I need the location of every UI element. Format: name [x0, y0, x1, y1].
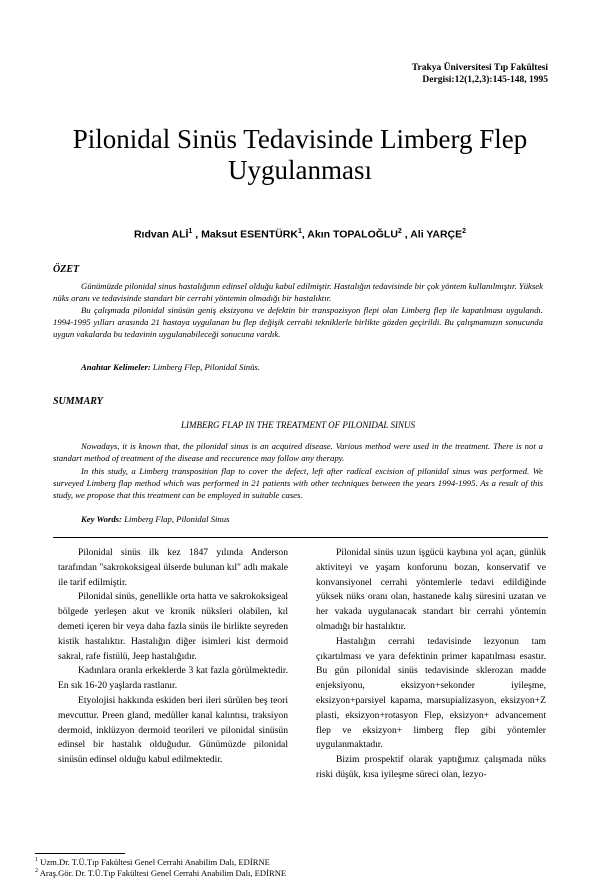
- title-line-2: Uygulanması: [228, 155, 372, 185]
- ozet-paragraph-1-text: Günümüzde pilonidal sinus hastalığının edinsel olduğu kabul edilmiştir. Hastalığın tedavisinde bir çok yöntem kullanılmıştır. Yüksek nüks oranı ve tedavisinde standart bir cerrahi yöntemin olmadığı bir hastalıktır.: [53, 281, 543, 303]
- ozet-keywords: [53, 362, 543, 374]
- author-name: Ali YARÇE: [410, 228, 463, 241]
- footnote-1-mark: 1: [35, 857, 38, 863]
- summary-paragraph-2-lead: In this study,: [81, 466, 128, 476]
- body-paragraph: Pilonidal sinüs ilk kez 1847 yılında Anderson tarafından "sakrokoksigeal ülserde bulunan kıl" adlı makale ile tarif edilmiştir.: [58, 547, 288, 588]
- ozet-heading: ÖZET: [53, 264, 80, 275]
- ozet-paragraph-2-lead: Bu çalışmada: [81, 305, 130, 315]
- journal-volume: Dergisi:12(1,2,3):145-148, 1995: [422, 75, 548, 85]
- author-affiliation-mark: 2: [397, 228, 402, 235]
- author-affiliation-mark: 1: [297, 228, 302, 235]
- footnote-1-text: Uzm.Dr. T.Ü.Tıp Fakültesi Genel Cerrahi Anabilim Dalı, EDİRNE: [40, 856, 270, 867]
- ozet-paragraph-2-text: pilonidal sinüsün geniş eksizyonu ve defektin bir transpozisyon flepi olan Limberg flep ile kapatılması uygulandı. 1994-1995 yılları arasında 21 hastaya uygulanan bu flep değişik cerrahi tekniklerle birlikte gözden geçirildi. Bu çalışmamızın sonucunda uygun vakalarda bu tedavinin uygulanabileceği sonucuna vardık.: [53, 305, 543, 339]
- summary-heading: SUMMARY: [53, 396, 103, 407]
- body-paragraph: Bizim prospektif olarak yaptığımız çalışmada nüks riski düşük, kısa iyileşme süreci olan, lezyo-: [316, 754, 546, 780]
- ozet-paragraph-2: [53, 305, 543, 340]
- title-line-1: Pilonidal Sinüs Tedavisinde Limberg Flep: [72, 124, 528, 154]
- author-name: Akın TOPALOĞLU: [307, 228, 398, 241]
- body-paragraph: Pilonidal sinüs uzun işgücü kaybına yol açan, günlük aktiviteyi ve yaşam konforunu bozan, konservatif ve konvansiyonel cerrahi yöntemlerle tedavi edildiğinde yüksek nüks oranı olan, hastanede kalış süresini uzatan ve her vakada uygulanacak standart bir cerrahi yöntemin olmadığı bir hastalıktır.: [316, 547, 546, 632]
- summary-keywords: [53, 514, 543, 526]
- journal-citation: [412, 62, 548, 86]
- summary-keywords-text: Limberg Flap, Pilonidal Sinus: [121, 514, 230, 524]
- body-paragraph: Hastalığın cerrahi tedavisinde lezyonun tam çıkartılması ve yara defektinin primer kapatılması esastır. Bu gün pilonidal sinüs tedavisinde sklerozan madde enjeksiyonu, eksizyon+sekonder iyileşme, eksizyon+parsiyel kapama, marsupializasyon, eksizyon+Z plasti, eksizyon+rotasyon Flep, eksizyon+ advancement flep ve eksizyon+ limberg flep gibi yöntemler uygulanmaktadır.: [316, 635, 546, 751]
- footnote-2-text: Araş.Gör. Dr. T.Ü.Tıp Fakültesi Genel Cerrahi Anabilim Dalı, EDİRNE: [39, 867, 287, 878]
- summary-paragraph-1-text: it is known that, the pilonidal sinus is an acquired disease. Various method were used in the treatment. There is not a standart method of treatment of the disease and reccurence may follow any therapy.: [53, 441, 543, 463]
- summary-paragraph-1-lead: Nowadays,: [81, 441, 120, 451]
- author-name: Maksut ESENTÜRK: [201, 228, 298, 241]
- ozet-paragraph-1: [53, 281, 543, 305]
- body-paragraph: Pilonidal sinüs, genellikle orta hatta ve sakrokoksigeal bölgede yerleşen akut ve kronik nüksleri olabilen, kıl demeti içeren bir veya daha fazla sinüs ile birlikte seyreden kistik hastalıktır. Hastalığın diğer isimleri kist dermoid sakral, rafe fistülü, Jeep hastalığıdır.: [58, 591, 288, 662]
- ozet-keywords-text: Limberg Flep, Pilonidal Sinüs.: [150, 362, 260, 372]
- summary-paragraph-1: [53, 441, 543, 465]
- ozet-keywords-label: Anahtar Kelimeler:: [81, 362, 151, 372]
- body-paragraph: Etyolojisi hakkında eskiden beri ileri sürülen beş teori mevcuttur. Preen gland, medüller kanal kalıntısı, traksiyon dermoid, inklüzyon dermoid teorileri ve pilonidal sinüsün edinsel bir hastalık olduğudur. Günümüzde pilonidal sinüsün edinsel olduğu kabul edilmektedir.: [58, 694, 288, 766]
- body-column-left: [58, 546, 288, 768]
- journal-name: Trakya Üniversitesi Tıp Fakültesi: [411, 63, 548, 73]
- author-affiliation-mark: 1: [188, 228, 193, 235]
- summary-subtitle: LIMBERG FLAP IN THE TREATMENT OF PILONIDAL SINUS: [181, 420, 415, 430]
- section-divider: [53, 537, 548, 538]
- footnote-2: [35, 866, 286, 879]
- author-list: Rıdvan ALİ$^1$ , Maksut ESENTÜRK$^1$, Akın TOPALOĞLU$^2$ , Ali YARÇE$^2$: [133, 228, 467, 241]
- body-paragraph: Kadınlara oranla erkeklerde 3 kat fazla görülmektedir. En sık 16-20 yaşlarda rastlanır.: [58, 665, 288, 692]
- page-title: [40, 124, 560, 186]
- author-name: Rıdvan ALİ: [133, 228, 189, 241]
- summary-keywords-label: Key Words:: [81, 514, 122, 524]
- summary-paragraph-2-text: a Limberg transposition flap to cover the defect, left after radical excision of pilonidal sinus was performed. We surveyed Limberg flap method which was performed in 21 patients with other techniques between the years 1994-1995. As a result of this study, we propose that this treatment can be employed in suitable cases.: [53, 466, 543, 500]
- author-affiliation-mark: 2: [462, 228, 467, 235]
- summary-paragraph-2: [53, 466, 543, 501]
- footnote-2-mark: 2: [35, 868, 38, 874]
- footnote-divider: [35, 853, 125, 854]
- body-column-right: [316, 546, 546, 783]
